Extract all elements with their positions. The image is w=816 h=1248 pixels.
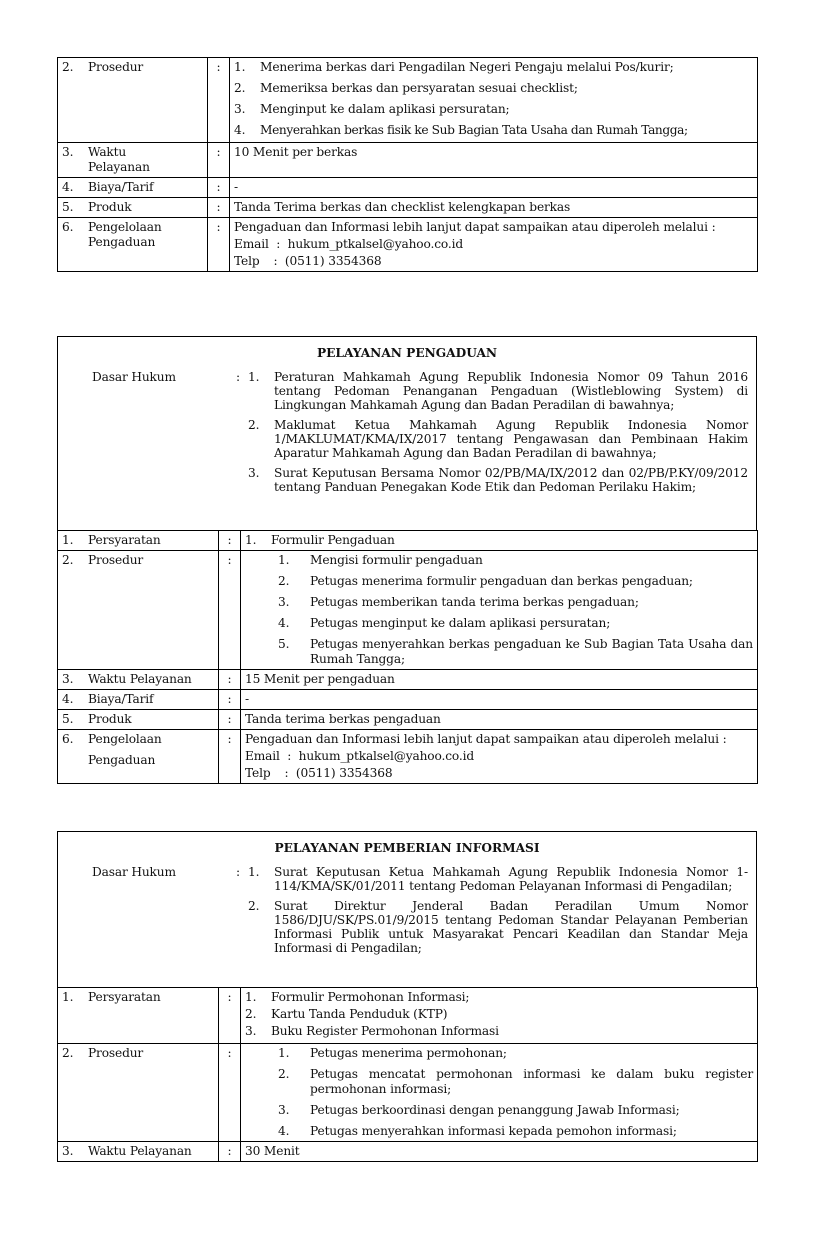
row-label: 2. Prosedur <box>58 1044 219 1142</box>
list-item: 1. Petugas menerima permohonan; <box>278 1046 507 1060</box>
table-row-produk <box>58 198 758 218</box>
list-item: 1. Formulir Pengaduan <box>245 533 395 547</box>
list-item: 2. Petugas mencatat permohonan informasi ke dalam buku register permohonan informasi; <box>278 1067 753 1096</box>
row-value: Pengaduan dan Informasi lebih lanjut dapat sampaikan atau diperoleh melalui : Email : hukum_ptkalsel@yahoo.co.id Telp : (0511) 3354368 <box>230 218 758 272</box>
row-value: Tanda terima berkas pengaduan <box>241 710 758 730</box>
phone-line: Telp : (0511) 3354368 <box>234 254 382 268</box>
row-colon: : <box>219 730 241 784</box>
email-link[interactable]: hukum_ptkalsel@yahoo.co.id <box>298 749 474 763</box>
table-row-biaya <box>58 690 758 710</box>
table-row-prosedur <box>58 1044 758 1142</box>
row-value: Tanda Terima berkas dan checklist kelengkapan berkas <box>230 198 758 218</box>
row-colon: : <box>219 988 241 1044</box>
list-item: 3. Buku Register Permohonan Informasi <box>245 1024 499 1038</box>
row-colon: : <box>208 143 230 178</box>
list-item: 1. Peraturan Mahkamah Agung Republik Indonesia Nomor 09 Tahun 2016 tentang Pedoman Penanganan Pengaduan (Wistleblowing System) di Lingkungan Mahkamah Agung dan Badan Peradilan di bawahnya; <box>248 370 748 412</box>
row-value: Pengaduan dan Informasi lebih lanjut dapat sampaikan atau diperoleh melalui : Email : hukum_ptkalsel@yahoo.co.id Telp : (0511) 3354368 <box>241 730 758 784</box>
table-row-persyaratan <box>58 988 758 1044</box>
row-value <box>241 988 758 1044</box>
list-item: 1. Menerima berkas dari Pengadilan Negeri Pengaju melalui Pos/kurir; <box>234 60 674 74</box>
row-colon: : <box>219 670 241 690</box>
row-value: - <box>230 178 758 198</box>
row-label: 3. Waktu Pelayanan <box>58 143 208 178</box>
dasar-hukum-list <box>248 865 756 955</box>
row-label: 1. Persyaratan <box>58 531 219 551</box>
list-item: 1. Formulir Permohonan Informasi; <box>245 990 470 1004</box>
row-colon: : <box>219 531 241 551</box>
email-link[interactable]: hukum_ptkalsel@yahoo.co.id <box>287 237 463 251</box>
row-value: 15 Menit per pengaduan <box>241 670 758 690</box>
phone-number: (0511) 3354368 <box>295 766 393 780</box>
list-item: 2. Petugas menerima formulir pengaduan dan berkas pengaduan; <box>278 574 693 588</box>
row-value: 30 Menit <box>241 1142 758 1162</box>
row-label: 3. Waktu Pelayanan <box>58 1142 219 1162</box>
list-item: 2. Memeriksa berkas dan persyaratan sesuai checklist; <box>234 81 578 95</box>
table-row-persyaratan <box>58 531 758 551</box>
row-value: 10 Menit per berkas <box>230 143 758 178</box>
dasar-hukum: Dasar Hukum : 1. Peraturan Mahkamah Agung Republik Indonesia Nomor 09 Tahun 2016 tentang Pedoman Penanganan Pengaduan (Wistleblowing System) di Lingkungan Mahkamah Agung dan Badan Peradilan di bawahnya; 2. Maklumat Ketua Mahkamah Agung Republik Indonesia Nomor 1/MAKLUMAT/KMA/IX/2017 tentang Pengawasan dan Pembinaan Hakim Aparatur Mahkamah Agung dan Badan Peradilan di bawahnya; 3. Surat Keputusan Bersama Nomor 02/PB/MA/IX/2012 dan 02/PB/P.KY/09/2012 tentang Panduan Penegakan Kode Etik dan Pedoman Perilaku Hakim; <box>58 370 756 502</box>
table-row-biaya <box>58 178 758 198</box>
row-colon: : <box>208 218 230 272</box>
row-label: 2. Prosedur <box>58 58 208 143</box>
row-label: 4. Biaya/Tarif <box>58 690 219 710</box>
table-row-pengelolaan <box>58 218 758 272</box>
list-item: 4. Petugas menginput ke dalam aplikasi persuratan; <box>278 616 611 630</box>
table-row-waktu <box>58 143 758 178</box>
list-item: 5. Petugas menyerahkan berkas pengaduan ke Sub Bagian Tata Usaha dan Rumah Tangga; <box>278 637 753 666</box>
table-row-prosedur <box>58 58 758 143</box>
row-value <box>230 58 758 143</box>
row-value <box>241 531 758 551</box>
table-informasi <box>57 987 758 1162</box>
list-item: 3. Petugas memberikan tanda terima berkas pengaduan; <box>278 595 639 609</box>
table-row-produk <box>58 710 758 730</box>
section-title: PELAYANAN PEMBERIAN INFORMASI <box>274 841 540 855</box>
list-item: 3. Surat Keputusan Bersama Nomor 02/PB/MA/IX/2012 dan 02/PB/P.KY/09/2012 tentang Panduan Penegakan Kode Etik dan Pedoman Perilaku Hakim; <box>248 466 748 494</box>
section-informasi-header <box>57 831 757 988</box>
row-label: 3. Waktu Pelayanan <box>58 670 219 690</box>
row-value <box>241 1044 758 1142</box>
row-colon: : <box>219 1044 241 1142</box>
table-pengaduan <box>57 530 758 784</box>
email-line: Email : hukum_ptkalsel@yahoo.co.id <box>245 749 474 763</box>
list-item: 2. Maklumat Ketua Mahkamah Agung Republik Indonesia Nomor 1/MAKLUMAT/KMA/IX/2017 tentang Pengawasan dan Pembinaan Hakim Aparatur Mahkamah Agung dan Badan Peradilan di bawahnya; <box>248 418 748 460</box>
row-label: 5. Produk <box>58 710 219 730</box>
table-row-waktu <box>58 670 758 690</box>
row-colon: : <box>208 178 230 198</box>
row-label: 2. Prosedur <box>58 551 219 670</box>
row-value <box>241 551 758 670</box>
section-pengaduan-header <box>57 336 757 531</box>
table-row-pengelolaan <box>58 730 758 784</box>
row-label: 5. Produk <box>58 198 208 218</box>
row-colon: : <box>219 1142 241 1162</box>
row-colon: : <box>219 710 241 730</box>
section-title: PELAYANAN PENGADUAN <box>316 346 498 360</box>
row-label: 6. Pengelolaan Pengaduan <box>58 218 208 272</box>
list-item: 1. Surat Keputusan Ketua Mahkamah Agung Republik Indonesia Nomor 1-114/KMA/SK/01/2011 tentang Pedoman Pelayanan Informasi di Pengadilan; <box>248 865 748 893</box>
table-row-waktu <box>58 1142 758 1162</box>
list-item: 4. Menyerahkan berkas fisik ke Sub Bagian Tata Usaha dan Rumah Tangga; <box>234 123 688 137</box>
email-line: Email : hukum_ptkalsel@yahoo.co.id <box>234 237 463 251</box>
list-item: 1. Mengisi formulir pengaduan <box>278 553 483 567</box>
dasar-hukum-label: Dasar Hukum <box>92 370 176 384</box>
dasar-hukum-list <box>248 370 756 494</box>
list-item: 2. Kartu Tanda Penduduk (KTP) <box>245 1007 448 1021</box>
dasar-hukum: Dasar Hukum : 1. Surat Keputusan Ketua Mahkamah Agung Republik Indonesia Nomor 1-114/KMA/SK/01/2011 tentang Pedoman Pelayanan Informasi di Pengadilan; 2. Surat Direktur Jenderal Badan Peradilan Umum Nomor 1586/DJU/SK/PS.01/9/2015 tentang Pedoman Standar Pelayanan Pemberian Informasi Publik untuk Masyarakat Pencari Keadilan dan Standar Meja Informasi di Pengadilan; <box>58 865 756 963</box>
row-colon: : <box>208 198 230 218</box>
row-label: 6. Pengelolaan Pengaduan <box>58 730 219 784</box>
row-colon: : <box>219 551 241 670</box>
list-item: 2. Surat Direktur Jenderal Badan Peradilan Umum Nomor 1586/DJU/SK/PS.01/9/2015 tentang Pedoman Standar Pelayanan Pemberian Informasi Publik untuk Masyarakat Pencari Keadilan dan Standar Meja Informasi di Pengadilan; <box>248 899 748 955</box>
list-item: 3. Menginput ke dalam aplikasi persuratan; <box>234 102 510 116</box>
row-colon: : <box>219 690 241 710</box>
row-label: 1. Persyaratan <box>58 988 219 1044</box>
phone-number: (0511) 3354368 <box>284 254 382 268</box>
list-item: 4. Petugas menyerahkan informasi kepada pemohon informasi; <box>278 1124 677 1138</box>
row-colon: : <box>208 58 230 143</box>
row-label: 4. Biaya/Tarif <box>58 178 208 198</box>
list-item: 3. Petugas berkoordinasi dengan penanggung Jawab Informasi; <box>278 1103 680 1117</box>
table-continuation <box>57 57 758 272</box>
dasar-hukum-label: Dasar Hukum <box>92 865 176 879</box>
phone-line: Telp : (0511) 3354368 <box>245 766 393 780</box>
row-value: - <box>241 690 758 710</box>
table-row-prosedur <box>58 551 758 670</box>
